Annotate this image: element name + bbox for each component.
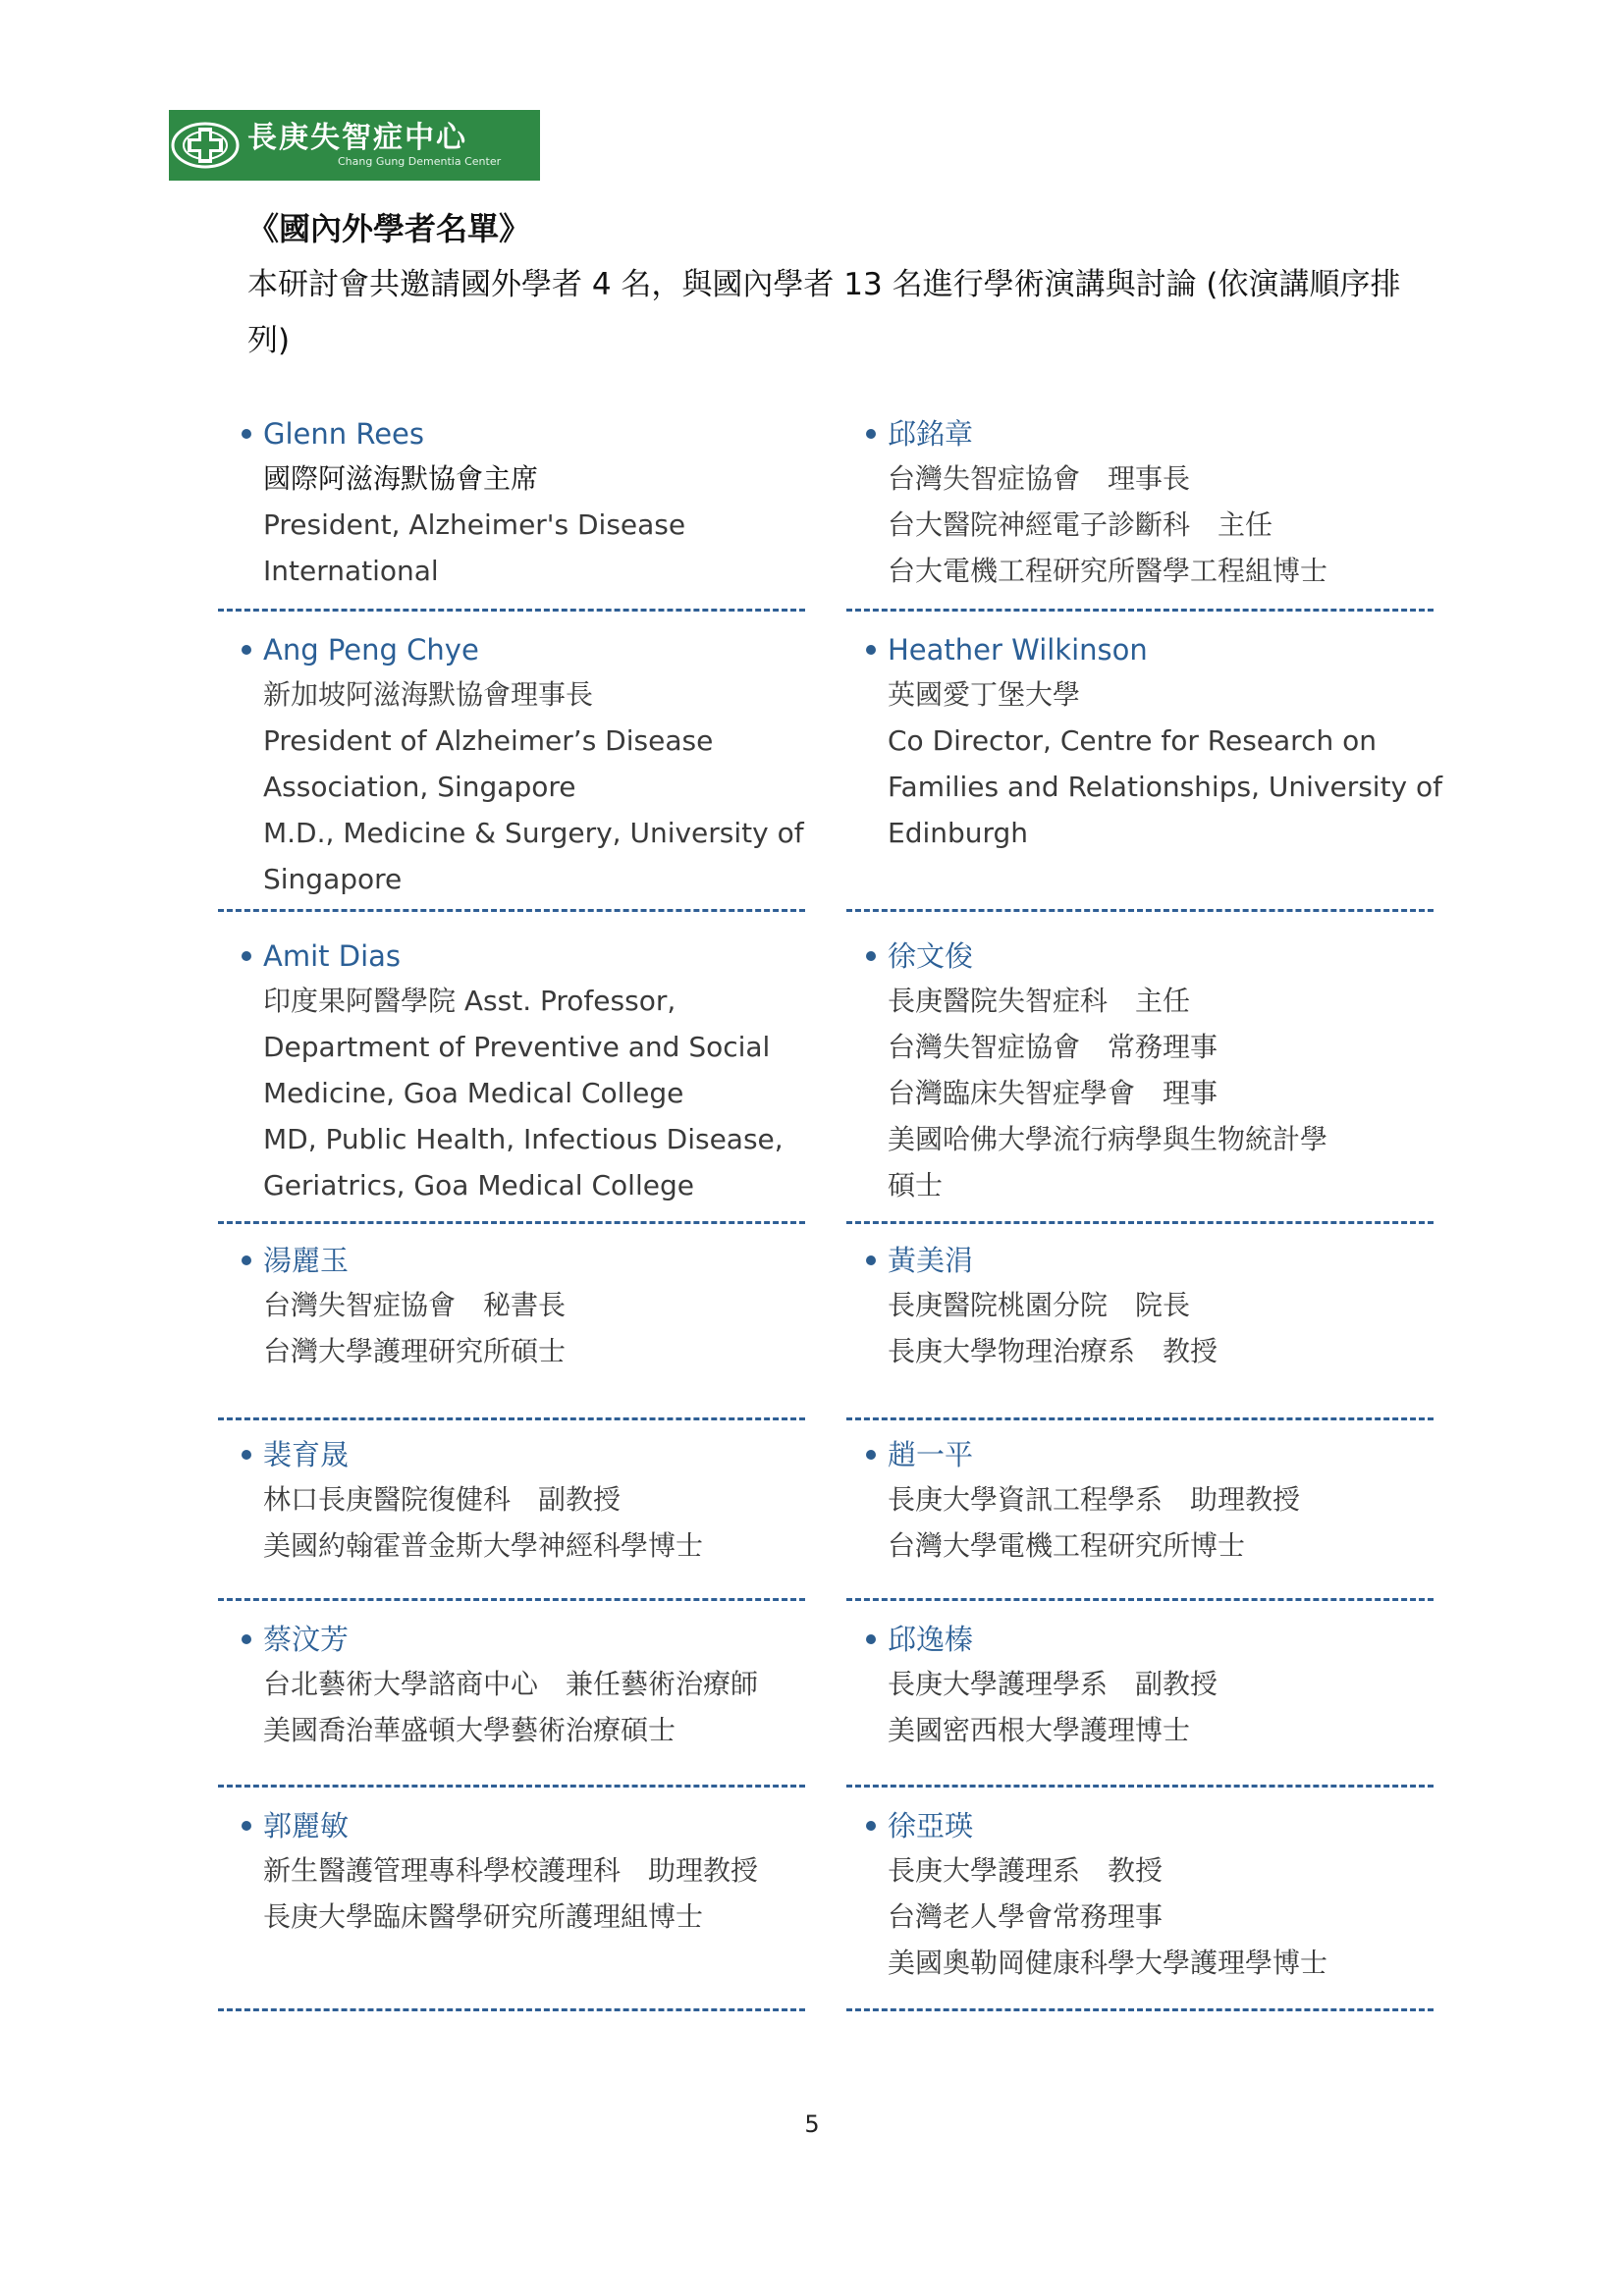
- scholar-title-line: 台灣失智症協會 常務理事: [888, 1031, 1218, 1063]
- scholar-entry: [242, 1433, 831, 1569]
- scholar-entry: [242, 1239, 831, 1374]
- scholar-title-line: 台灣失智症協會 理事長: [888, 462, 1191, 495]
- scholar-title-line: 台大醫院神經電子診斷科 主任: [888, 508, 1273, 541]
- scholar-title-line: 台灣大學護理研究所碩士: [263, 1335, 567, 1367]
- scholar-title-line: 台大電機工程研究所醫學工程組博士: [888, 555, 1328, 587]
- scholar-name: 趙一平: [888, 1438, 974, 1471]
- bullet-icon: [866, 1255, 876, 1265]
- bullet-icon: [866, 1450, 876, 1460]
- dashed-separator: [218, 2008, 805, 2011]
- scholar-title-line: 台灣大學電機工程研究所博士: [888, 1529, 1246, 1562]
- chang-gung-dementia-center-logo: [169, 110, 540, 181]
- scholar-title-line: 碩士: [888, 1169, 944, 1201]
- scholar-title-line: Medicine, Goa Medical College: [263, 1077, 684, 1109]
- dashed-separator: [846, 1785, 1434, 1788]
- scholar-title-line: 美國奧勒岡健康科學大學護理學博士: [888, 1947, 1328, 1979]
- bullet-icon: [242, 1255, 251, 1265]
- scholar-title-line: International: [263, 555, 439, 587]
- intro-paragraph: 本研討會共邀請國外學者 4 名，與國內學者 13 名進行學術演講與討論 (依演講順序排列): [247, 267, 1401, 358]
- dashed-separator: [846, 1221, 1434, 1224]
- scholar-entry: [242, 412, 831, 594]
- dashed-separator: [218, 909, 805, 912]
- scholar-title-line: 台灣臨床失智症學會 理事: [888, 1077, 1218, 1109]
- scholar-title-line: Edinburgh: [888, 817, 1029, 849]
- bullet-icon: [866, 1634, 876, 1644]
- dashed-separator: [218, 1221, 805, 1224]
- scholar-name: 裴育晟: [263, 1438, 350, 1471]
- dashed-separator: [846, 2008, 1434, 2011]
- scholar-title-line: 長庚大學護理學系 副教授: [888, 1668, 1218, 1700]
- scholar-entry: [242, 628, 831, 902]
- bullet-icon: [242, 645, 251, 655]
- dashed-separator: [846, 609, 1434, 612]
- section-heading: 《國內外學者名單》: [247, 210, 531, 247]
- scholar-title-line: 美國喬治華盛頓大學藝術治療碩士: [263, 1714, 677, 1746]
- bullet-icon: [242, 1821, 251, 1831]
- bullet-icon: [242, 429, 251, 439]
- scholar-name: 黃美涓: [888, 1244, 974, 1277]
- scholar-title-line: 長庚大學資訊工程學系 助理教授: [888, 1483, 1301, 1516]
- scholar-title-line: Families and Relationships, University of: [888, 771, 1443, 803]
- scholar-entry: [866, 412, 1455, 594]
- scholar-title-line: 長庚大學物理治療系 教授: [888, 1335, 1218, 1367]
- scholar-name: 郭麗敏: [263, 1809, 350, 1842]
- scholar-name: Glenn Rees: [263, 417, 424, 451]
- scholar-title-line: President of Alzheimer’s Disease: [263, 724, 714, 757]
- dashed-separator: [846, 1417, 1434, 1420]
- scholar-name: Amit Dias: [263, 939, 402, 973]
- logo-english-name: Chang Gung Dementia Center: [338, 155, 502, 168]
- scholar-title-line: 長庚大學護理系 教授: [888, 1854, 1164, 1887]
- scholar-entry: [866, 1804, 1455, 1986]
- bullet-icon: [242, 1450, 251, 1460]
- dashed-separator: [846, 909, 1434, 912]
- logo-chinese-name: 長庚失智症中心: [247, 121, 467, 155]
- scholar-title-line: Department of Preventive and Social: [263, 1031, 771, 1063]
- scholar-title-line: Geriatrics, Goa Medical College: [263, 1169, 694, 1201]
- page-number: 5: [804, 2110, 820, 2138]
- scholar-title-line: 國際阿滋海默協會主席: [263, 462, 539, 495]
- scholar-title-line: 長庚大學臨床醫學研究所護理組博士: [263, 1900, 704, 1933]
- scholar-title-line: 美國約翰霍普金斯大學神經科學博士: [263, 1529, 704, 1562]
- bullet-icon: [866, 429, 876, 439]
- scholar-title-line: 美國密西根大學護理博士: [888, 1714, 1191, 1746]
- scholar-entry: [866, 628, 1455, 856]
- scholar-entry: [242, 1804, 831, 1940]
- scholar-title-line: Singapore: [263, 863, 403, 895]
- scholar-name: 蔡汶芳: [263, 1623, 350, 1656]
- dashed-separator: [218, 1417, 805, 1420]
- scholar-entry: [866, 1239, 1455, 1374]
- scholar-entry: [242, 1618, 831, 1753]
- bullet-icon: [866, 645, 876, 655]
- scholar-name: 邱銘章: [888, 417, 974, 451]
- scholar-title-line: MD, Public Health, Infectious Disease,: [263, 1123, 784, 1155]
- scholar-title-line: M.D., Medicine & Surgery, University of: [263, 817, 804, 849]
- scholar-name: Heather Wilkinson: [888, 633, 1148, 667]
- cross-emblem-icon: [169, 110, 242, 181]
- scholar-name: 徐亞瑛: [888, 1809, 974, 1842]
- scholar-title-line: 長庚醫院桃園分院 院長: [888, 1289, 1191, 1321]
- scholar-title-line: President, Alzheimer's Disease: [263, 508, 686, 541]
- scholar-title-line: Co Director, Centre for Research on: [888, 724, 1377, 757]
- dashed-separator: [218, 609, 805, 612]
- scholar-title-line: 新加坡阿滋海默協會理事長: [263, 678, 594, 711]
- dashed-separator: [846, 1598, 1434, 1601]
- scholar-title-line: 英國愛丁堡大學: [888, 678, 1081, 711]
- scholar-entry: [866, 1433, 1455, 1569]
- scholar-name: Ang Peng Chye: [263, 633, 479, 667]
- dashed-separator: [218, 1785, 805, 1788]
- scholar-entry: [242, 934, 831, 1208]
- scholar-entry: [866, 1618, 1455, 1753]
- scholar-title-line: 台灣失智症協會 秘書長: [263, 1289, 567, 1321]
- scholar-title-line: 台北藝術大學諮商中心 兼任藝術治療師: [263, 1668, 759, 1700]
- bullet-icon: [242, 951, 251, 961]
- scholar-title-line: 印度果阿醫學院 Asst. Professor,: [263, 985, 677, 1017]
- bullet-icon: [866, 951, 876, 961]
- scholar-title-line: 台灣老人學會常務理事: [888, 1900, 1164, 1933]
- dashed-separator: [218, 1598, 805, 1601]
- scholar-title-line: 美國哈佛大學流行病學與生物統計學: [888, 1123, 1328, 1155]
- scholar-title-line: 長庚醫院失智症科 主任: [888, 985, 1191, 1017]
- scholar-name: 徐文俊: [888, 939, 974, 973]
- bullet-icon: [242, 1634, 251, 1644]
- scholar-title-line: 新生醫護管理專科學校護理科 助理教授: [263, 1854, 759, 1887]
- scholar-title-line: 林口長庚醫院復健科 副教授: [263, 1483, 622, 1516]
- scholar-name: 湯麗玉: [263, 1244, 350, 1277]
- bullet-icon: [866, 1821, 876, 1831]
- scholar-entry: [866, 934, 1455, 1208]
- scholar-name: 邱逸榛: [888, 1623, 974, 1656]
- scholar-title-line: Association, Singapore: [263, 771, 576, 803]
